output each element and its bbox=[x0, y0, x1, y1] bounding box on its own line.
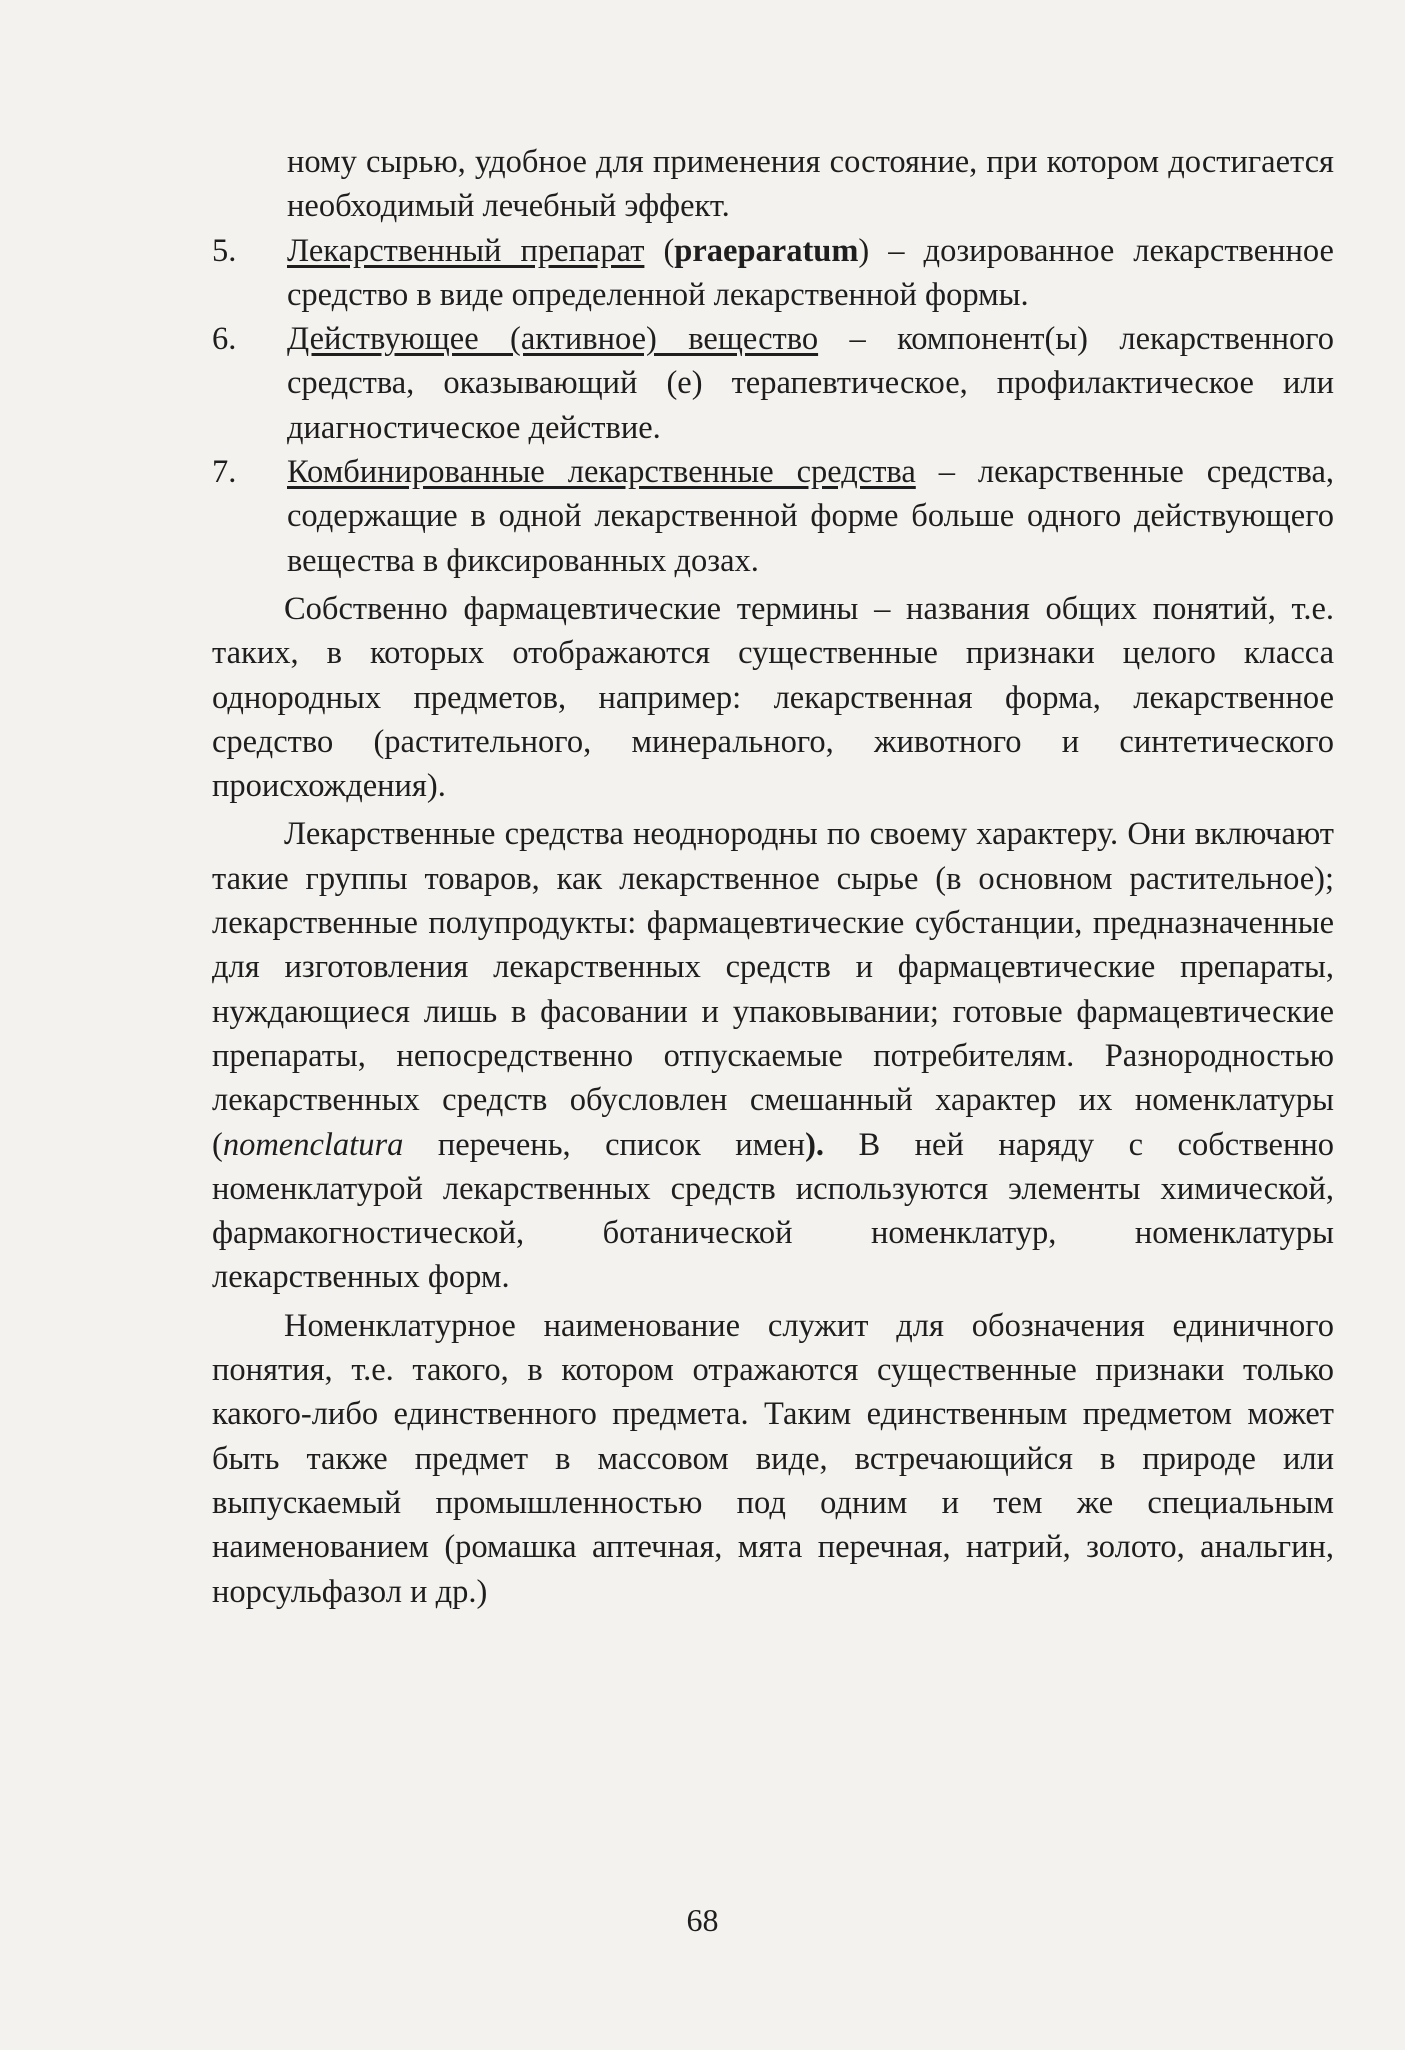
paren-open: ( bbox=[644, 232, 675, 269]
term-combined-medicines: Комбинированные лекарственные средства bbox=[287, 454, 916, 491]
list-number: 6. bbox=[212, 321, 237, 358]
paragraph-medicines-heterogeneous bbox=[212, 812, 1334, 1299]
list-number: 7. bbox=[212, 454, 237, 491]
term-medicinal-preparation: Лекарственный препарат bbox=[287, 232, 645, 269]
page-number: 68 bbox=[686, 1902, 719, 1938]
definition-text: ) – дозированное лекарственное средство в виде определенной лекарственной формы. bbox=[287, 232, 1334, 313]
paragraph-text: перечень, список имен bbox=[403, 1126, 806, 1163]
list-item-7 bbox=[212, 450, 1334, 583]
continuation-text: ному сырью, удобное для применения состояние, при котором достигается необходимый лечебный эффект. bbox=[287, 144, 1334, 225]
paragraph-text: В ней наряду с собственно номенклатурой лекарственных средств используются элементы химической, фармакогностической, ботанической номенклатур, номенклатуры лекарственных форм. bbox=[212, 1126, 1334, 1296]
list-number: 5. bbox=[212, 232, 237, 269]
paren-close: ). bbox=[805, 1126, 825, 1163]
paragraph-nomenclature-name: Номенклатурное наименование служит для обозначения единичного понятия, т.е. такого, в котором отражаются существенные признаки только какого-либо единственного предмета. Таким единственным предметом может быть также предмет в массовом виде, встречающийся в природе или выпускаемый промышленностью под одним и тем же специальным наименованием (ромашка аптечная, мята перечная, натрий, золото, анальгин, норсульфазол и др.) bbox=[212, 1307, 1334, 1610]
list-item-6 bbox=[212, 317, 1334, 450]
definition-text: – компонент(ы) лекарственного средства, оказывающий (е) терапевтическое, профилактическое или диагностическое действие. bbox=[287, 321, 1334, 446]
latin-nomenclatura: nomenclatura bbox=[222, 1126, 404, 1163]
paragraph-pharma-terms: Собственно фармацевтические термины – названия общих понятий, т.е. таких, в которых отображаются существенные признаки целого класса однородных предметов, например: лекарственная форма, лекарственное средство (растительного, минерального, животного и синтетического происхождения). bbox=[212, 590, 1334, 805]
definition-text: – лекарственные средства, содержащие в одной лекарственной форме больше одного действующего вещества в фиксированных дозах. bbox=[287, 454, 1334, 579]
paragraph-text: Лекарственные средства неоднородны по своему характеру. Они включают такие группы товаров, как лекарственное сырье (в основном растительное); лекарственные полупродукты: фармацевтические субстанции, предназначенные для изготовления лекарственных средств и фармацевтические препараты, нуждающиеся лишь в фасовании и упаковывании; готовые фармацевтические препараты, непосредственно отпускаемые потребителям. Разнородностью лекарственных средств обусловлен смешанный характер их номенклатуры ( bbox=[212, 816, 1334, 1163]
term-active-substance: Действующее (активное) вещество bbox=[287, 321, 819, 358]
page-body bbox=[212, 140, 1334, 1614]
list-item-5 bbox=[212, 229, 1334, 318]
latin-term: praeparatum bbox=[674, 232, 859, 269]
